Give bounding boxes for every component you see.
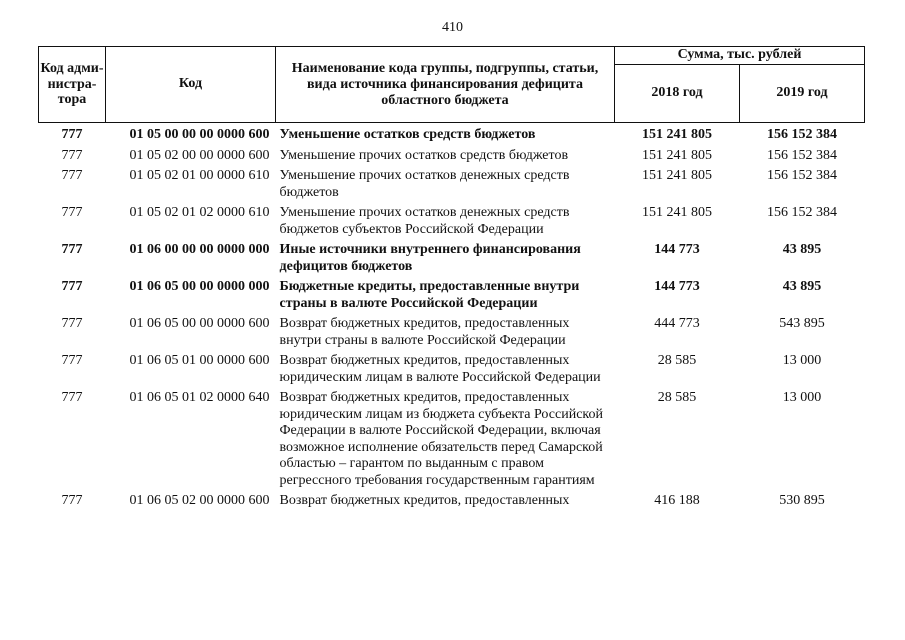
cell-code: 01 05 02 01 00 0000 610 [129, 168, 270, 183]
cell-sum-2019: 156 152 384 [767, 205, 837, 220]
cell-admin-code: 777 [61, 493, 83, 508]
cell-admin-code: 777 [61, 242, 83, 257]
cell-sum-2018: 444 773 [654, 316, 700, 331]
cell-admin-code: 777 [61, 168, 83, 183]
cell-sum-2018: 151 241 805 [642, 127, 712, 142]
cell-sum-2018: 151 241 805 [642, 205, 712, 220]
page-number: 410 [442, 20, 463, 35]
cell-code: 01 06 05 00 00 0000 000 [129, 279, 270, 294]
header-code: Код [106, 47, 276, 123]
cell-admin-code: 777 [61, 390, 83, 405]
cell-sum-2019: 156 152 384 [767, 168, 837, 183]
cell-sum-2019: 43 895 [782, 242, 822, 257]
cell-name: Уменьшение прочих остатков денежных средств бюджетов [279, 168, 570, 200]
cell-name: Бюджетные кредиты, предоставленные внутри страны в валюте Российской Федерации [279, 279, 580, 311]
header-year-2018: 2018 год [615, 65, 740, 123]
header-admin-code: Код адми-нистра-тора [39, 47, 106, 123]
cell-admin-code: 777 [61, 127, 83, 142]
table-header [39, 47, 865, 123]
cell-admin-code: 777 [61, 205, 83, 220]
cell-sum-2018: 151 241 805 [642, 168, 712, 183]
header-name: Наименование кода группы, подгруппы, статьи, вида источника финансирования дефицита областного бюджета [276, 47, 615, 123]
table-row [39, 201, 865, 238]
cell-sum-2019: 13 000 [782, 390, 822, 405]
cell-sum-2019: 156 152 384 [767, 127, 837, 142]
cell-sum-2019: 543 895 [779, 316, 825, 331]
cell-sum-2018: 416 188 [654, 493, 700, 508]
cell-admin-code: 777 [61, 147, 83, 163]
cell-name: Возврат бюджетных кредитов, предоставленных внутри страны в валюте Российской Федерации [279, 316, 570, 348]
cell-code: 01 06 00 00 00 0000 000 [129, 242, 270, 257]
table-row [39, 386, 865, 489]
cell-name: Возврат бюджетных кредитов, предоставленных юридическим лицам в валюте Российской Федерации [279, 353, 601, 385]
table-row [39, 489, 865, 510]
cell-sum-2018: 144 773 [654, 242, 700, 257]
cell-admin-code: 777 [61, 279, 83, 294]
table-body [39, 123, 865, 510]
cell-code: 01 06 05 01 02 0000 640 [129, 390, 270, 405]
cell-sum-2018: 28 585 [657, 390, 697, 405]
cell-code: 01 06 05 00 00 0000 600 [129, 316, 270, 331]
cell-code: 01 06 05 01 00 0000 600 [129, 353, 270, 368]
cell-name: Уменьшение остатков средств бюджетов [279, 127, 536, 142]
cell-sum-2019: 13 000 [782, 353, 822, 368]
cell-code: 01 05 02 01 02 0000 610 [129, 205, 270, 220]
cell-code: 01 05 02 00 00 0000 600 [129, 147, 270, 163]
cell-name: Возврат бюджетных кредитов, предоставленных юридическим лицам из бюджета субъекта Российской Федерации в валюте Российской Федерации, включая возможное исполнение обязательств перед Самарской областью – гарантом по выданным с правом регрессного требования государственным гарантиям [279, 390, 603, 488]
cell-sum-2018: 151 241 805 [642, 147, 712, 163]
table-row [39, 144, 865, 165]
cell-admin-code: 777 [61, 316, 83, 331]
cell-sum-2018: 144 773 [654, 279, 700, 294]
budget-sources-table [38, 46, 865, 510]
cell-name: Уменьшение прочих остатков средств бюджетов [279, 147, 569, 163]
cell-admin-code: 777 [61, 353, 83, 368]
table-row [39, 349, 865, 386]
cell-sum-2019: 530 895 [779, 493, 825, 508]
cell-code: 01 05 00 00 00 0000 600 [129, 127, 270, 142]
table-row [39, 164, 865, 201]
cell-sum-2018: 28 585 [657, 353, 697, 368]
table-row [39, 312, 865, 349]
table-row [39, 275, 865, 312]
table-row [39, 238, 865, 275]
header-sum-group: Сумма, тыс. рублей [615, 47, 865, 65]
cell-sum-2019: 156 152 384 [767, 147, 837, 163]
cell-name: Уменьшение прочих остатков денежных средств бюджетов субъектов Российской Федерации [279, 205, 570, 237]
cell-name: Иные источники внутреннего финансирования дефицитов бюджетов [279, 242, 581, 274]
header-year-2019: 2019 год [740, 65, 865, 123]
cell-name: Возврат бюджетных кредитов, предоставленных [279, 493, 570, 508]
cell-code: 01 06 05 02 00 0000 600 [129, 493, 270, 508]
cell-sum-2019: 43 895 [782, 279, 822, 294]
table-row [39, 123, 865, 144]
